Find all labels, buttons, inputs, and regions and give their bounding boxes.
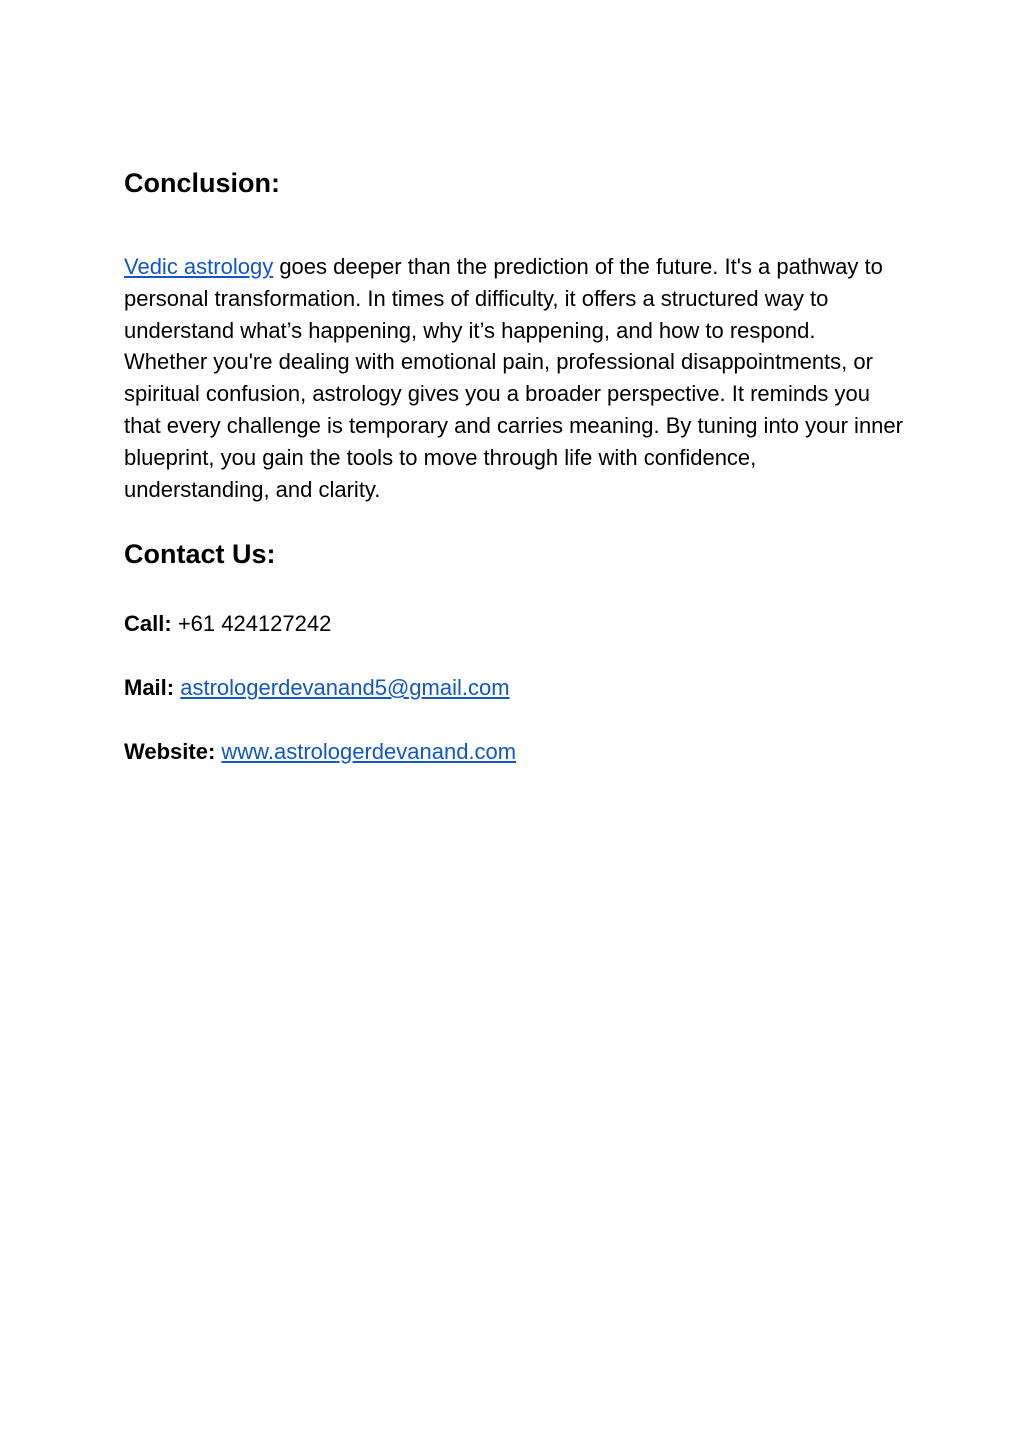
vedic-astrology-link[interactable]: Vedic astrology [124, 254, 274, 279]
website-label: Website: [124, 739, 216, 764]
mail-line [124, 673, 510, 703]
call-value: +61 424127242 [177, 611, 332, 636]
email-link[interactable]: astrologerdevanand5@gmail.com [180, 675, 510, 700]
conclusion-heading: Conclusion: [124, 168, 280, 198]
website-link[interactable]: www.astrologerdevanand.com [221, 739, 517, 764]
call-label: Call: [124, 611, 172, 636]
call-line [124, 609, 331, 639]
mail-label: Mail: [124, 675, 175, 700]
conclusion-paragraph [124, 251, 904, 505]
contact-heading: Contact Us: [124, 539, 276, 569]
conclusion-body-text: goes deeper than the prediction of the future. It's a pathway to personal transformation. In times of difficulty, it offers a structured way to understand what’s happening, why it’s happening, and how to respond. Whether you're dealing with emotional pain, professional disappointments, or spiritual confusion, astrology gives you a broader perspective. It reminds you that every challenge is temporary and carries meaning. By tuning into your inner blueprint, you gain the tools to move through life with confidence, understanding, and clarity. [124, 254, 903, 502]
website-line [124, 737, 516, 767]
